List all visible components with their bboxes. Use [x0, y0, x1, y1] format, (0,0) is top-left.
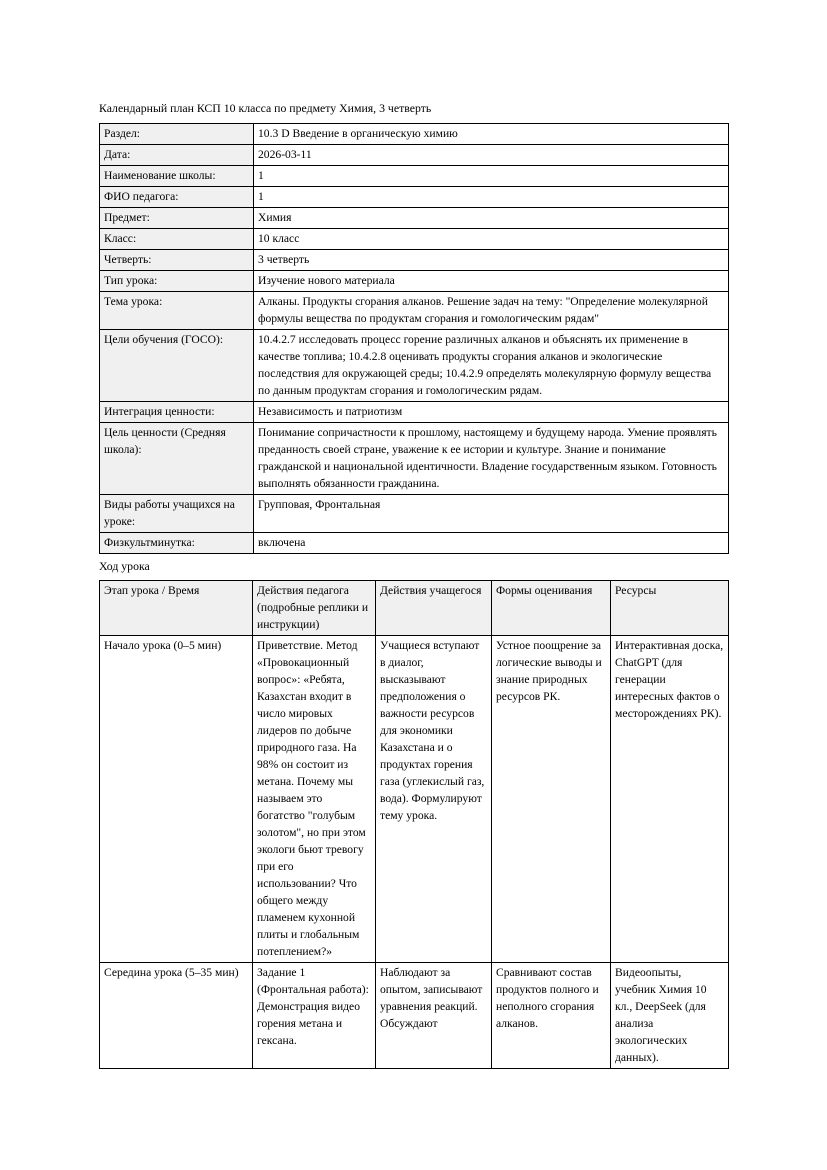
column-header-assessment: Формы оценивания — [492, 581, 611, 636]
table-row — [100, 124, 729, 145]
info-label: Раздел: — [100, 124, 254, 145]
info-label: Цель ценности (Средняя школа): — [100, 423, 254, 495]
cell-student-actions: Учащиеся вступают в диалог, высказывают предположения о важности ресурсов для экономики Казахстана и о продуктах горения газа (углекислый газ, вода). Формулируют тему урока. — [376, 636, 492, 963]
info-label: Наименование школы: — [100, 166, 254, 187]
column-header-stage: Этап урока / Время — [100, 581, 253, 636]
table-row — [100, 963, 729, 1069]
cell-resources: Видеоопыты, учебник Химия 10 кл., DeepSeek (для анализа экологических данных). — [611, 963, 729, 1069]
column-header-student-actions: Действия учащегося — [376, 581, 492, 636]
info-value: 10 класс — [254, 229, 729, 250]
page-title: Календарный план КСП 10 класса по предмету Химия, 3 четверть — [99, 101, 432, 115]
info-value: Групповая, Фронтальная — [254, 495, 729, 533]
cell-teacher-actions: Задание 1 (Фронтальная работа): Демонстрация видео горения метана и гексана. — [253, 963, 376, 1069]
table-row — [100, 292, 729, 330]
lesson-flow-table-body — [100, 636, 729, 1069]
table-row — [100, 145, 729, 166]
cell-student-actions: Наблюдают за опытом, записывают уравнения реакций. Обсуждают — [376, 963, 492, 1069]
info-value: 10.4.2.7 исследовать процесс горение различных алканов и объяснять их применение в качестве топлива; 10.4.2.8 оценивать продукты сгорания алканов и экологические последствия для окружающей среды; 10.4.2.9 определять молекулярную формулу вещества по данным продуктам сгорания и гомологическим рядам. — [254, 330, 729, 402]
table-header-row — [100, 581, 729, 636]
cell-stage: Начало урока (0–5 мин) — [100, 636, 253, 963]
info-value: 2026-03-11 — [254, 145, 729, 166]
info-value: 1 — [254, 166, 729, 187]
info-label: Тип урока: — [100, 271, 254, 292]
table-row — [100, 229, 729, 250]
table-row — [100, 423, 729, 495]
cell-assessment: Сравнивают состав продуктов полного и неполного сгорания алканов. — [492, 963, 611, 1069]
column-header-resources: Ресурсы — [611, 581, 729, 636]
info-value: 1 — [254, 187, 729, 208]
column-header-teacher-actions: Действия педагога (подробные реплики и инструкции) — [253, 581, 376, 636]
table-row — [100, 402, 729, 423]
table-row — [100, 533, 729, 554]
cell-teacher-actions: Приветствие. Метод «Провокационный вопрос»: «Ребята, Казахстан входит в число мировых лидеров по добыче природного газа. На 98% он состоит из метана. Почему мы называем это богатство "голубым золотом", но при этом экологи бьют тревогу при его использовании? Что общего между пламенем кухонной плиты и глобальным потеплением?» — [253, 636, 376, 963]
info-label: Цели обучения (ГОСО): — [100, 330, 254, 402]
info-value: Понимание сопричастности к прошлому, настоящему и будущему народа. Умение проявлять преданность своей стране, уважение к ее истории и культуре. Знание и понимание гражданской и национальной идентичности. Владение государственным языком. Готовность выполнять обязанности гражданина. — [254, 423, 729, 495]
info-label: Интеграция ценности: — [100, 402, 254, 423]
table-row — [100, 250, 729, 271]
cell-resources: Интерактивная доска, ChatGPT (для генерации интересных фактов о месторождениях РК). — [611, 636, 729, 963]
lesson-info-table-body — [100, 124, 729, 554]
lesson-info-table — [99, 123, 729, 554]
info-value: Независимость и патриотизм — [254, 402, 729, 423]
lesson-flow-table — [99, 580, 729, 1069]
info-label: Тема урока: — [100, 292, 254, 330]
table-row — [100, 636, 729, 963]
info-value: включена — [254, 533, 729, 554]
table-row — [100, 495, 729, 533]
table-row — [100, 166, 729, 187]
info-value: 3 четверть — [254, 250, 729, 271]
lesson-flow-table-head — [100, 581, 729, 636]
info-label: Класс: — [100, 229, 254, 250]
cell-assessment: Устное поощрение за логические выводы и знание природных ресурсов РК. — [492, 636, 611, 963]
info-label: Виды работы учащихся на уроке: — [100, 495, 254, 533]
info-label: ФИО педагога: — [100, 187, 254, 208]
table-row — [100, 330, 729, 402]
info-value: 10.3 D Введение в органическую химию — [254, 124, 729, 145]
info-value: Изучение нового материала — [254, 271, 729, 292]
lesson-flow-caption: Ход урока — [99, 559, 150, 573]
info-value: Химия — [254, 208, 729, 229]
info-value: Алканы. Продукты сгорания алканов. Решение задач на тему: "Определение молекулярной формулы вещества по продуктам сгорания и гомологическим рядам" — [254, 292, 729, 330]
info-label: Дата: — [100, 145, 254, 166]
cell-stage: Середина урока (5–35 мин) — [100, 963, 253, 1069]
info-label: Четверть: — [100, 250, 254, 271]
table-row — [100, 187, 729, 208]
table-row — [100, 271, 729, 292]
table-row — [100, 208, 729, 229]
info-label: Предмет: — [100, 208, 254, 229]
info-label: Физкультминутка: — [100, 533, 254, 554]
